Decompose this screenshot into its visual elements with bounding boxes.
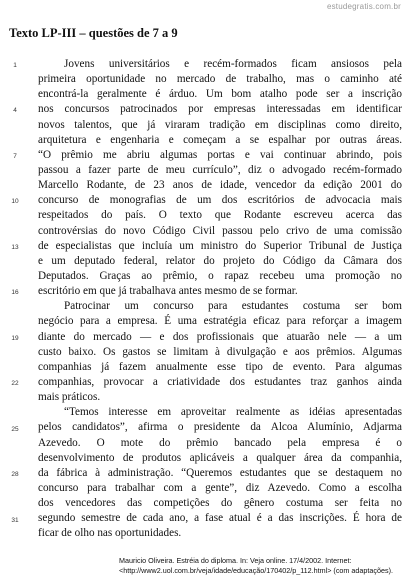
text-line: dos vencedores das competições do gênero costuma ser feita no (38, 497, 402, 510)
text-line: custo baixo. Os gastos se limitam à divulgação e aos prêmios. Algumas (38, 345, 402, 358)
text-line: da fábrica à administração. “Queremos estudantes que se destaquem no (38, 466, 402, 479)
text-line: Jovens universitários e recém-formados ficam ansiosos pela (64, 58, 402, 70)
line-number: 28 (11, 471, 19, 479)
text-line: escritório em que já trabalhava antes mesmo de se formar. (38, 285, 298, 298)
text-line: primeira oportunidade no mercado de trabalho, mas o caminho até (38, 73, 402, 86)
text-line: e um deputado federal, relator do projeto do Código da Câmara dos (38, 254, 402, 267)
text-line: passou a fazer parte de meu currículo”, diz o advogado recém-formado (38, 163, 402, 176)
text-line: ficar de olho nas oportunidades. (38, 527, 182, 540)
line-number: 1 (13, 62, 17, 69)
text-line: Azevedo. O mote do prêmio bancado pela empresa é o (38, 436, 402, 449)
text-line: pelos candidatos”, afirma o presidente da Alcoa Alumínio, Adjarma (38, 421, 402, 434)
text-line: companhias, provocar a criatividade dos estudantes traz ganhos ainda (38, 375, 402, 388)
text-line: nos concursos patrocinados por empresas interessadas em identificar (38, 103, 402, 116)
text-line: “O prêmio me abriu algumas portas e vai continuar abrindo, pois (38, 148, 402, 161)
citation-line-1: Mauricio Oliveira. Estréia do diploma. In: Veja online. 17/4/2002. Internet: (119, 556, 352, 565)
text-line: desenvolvimento de produtos aplicáveis a qualquer área da companhia, (38, 451, 402, 464)
text-line: Marcello Rodante, de 23 anos de idade, vencedor da edição 2001 do (38, 179, 402, 192)
text-line: controvérsias do novo Código Civil passou pelo crivo de uma comissão (38, 224, 402, 237)
text-line: “Temos interesse em aproveitar realmente as idéias apresentadas (64, 406, 402, 419)
text-line: novos talentos, que já viraram tradição em disciplinas como direito, (38, 118, 402, 131)
article-text (38, 57, 402, 542)
text-line: respeitados do país. O texto que Rodante escreveu acerca das (38, 209, 402, 222)
text-line: Patrocinar um concurso para estudantes costuma ser bom (64, 300, 402, 313)
line-number: 10 (11, 198, 19, 206)
page-title: Texto LP-III – questões de 7 a 9 (9, 26, 178, 40)
line-number: 22 (11, 380, 19, 388)
line-number: 13 (11, 243, 19, 251)
line-number: 25 (11, 425, 19, 433)
line-number: 4 (13, 107, 17, 115)
line-number: 16 (11, 289, 19, 297)
line-number: 7 (13, 152, 17, 160)
text-line: de especialistas que incluía um ministro do Superior Tribunal de Justiça (38, 239, 402, 252)
text-line: companhias já fazem anualmente esse tipo de evento. Para algumas (38, 360, 402, 373)
text-line: diante do mercado — e dos profissionais que atuarão nele — a um (38, 330, 402, 343)
text-line: arquitetura e engenharia e começam a se espalhar por outras áreas. (38, 133, 402, 146)
citation-line-2: <http://www2.uol.com.br/veja/idade/educação/170402/p_112.html> (com adaptações). (119, 565, 393, 575)
text-line: encontrá-la geralmente é árduo. Um bom atalho pode ser a inscrição (38, 88, 402, 101)
text-line: mais práticos. (38, 391, 101, 404)
text-line: concurso para trabalhar com a gente”, diz Azevedo. Como a escolha (38, 481, 402, 494)
text-line: segundo semestre de cada ano, a fase atual é a das inscrições. É hora de (38, 512, 402, 525)
text-line: concurso de monografias de um dos escritórios de advocacia mais (38, 194, 402, 207)
line-number: 31 (11, 516, 19, 524)
site-watermark: estudegratis.com.br (326, 2, 401, 11)
line-number: 19 (11, 334, 19, 342)
text-line: negócio para a empresa. É uma estratégia eficaz para reforçar a imagem (38, 315, 402, 328)
source-citation (119, 556, 403, 575)
text-line: Deputados. Graças ao prêmio, o rapaz recebeu uma promoção no (38, 269, 402, 282)
